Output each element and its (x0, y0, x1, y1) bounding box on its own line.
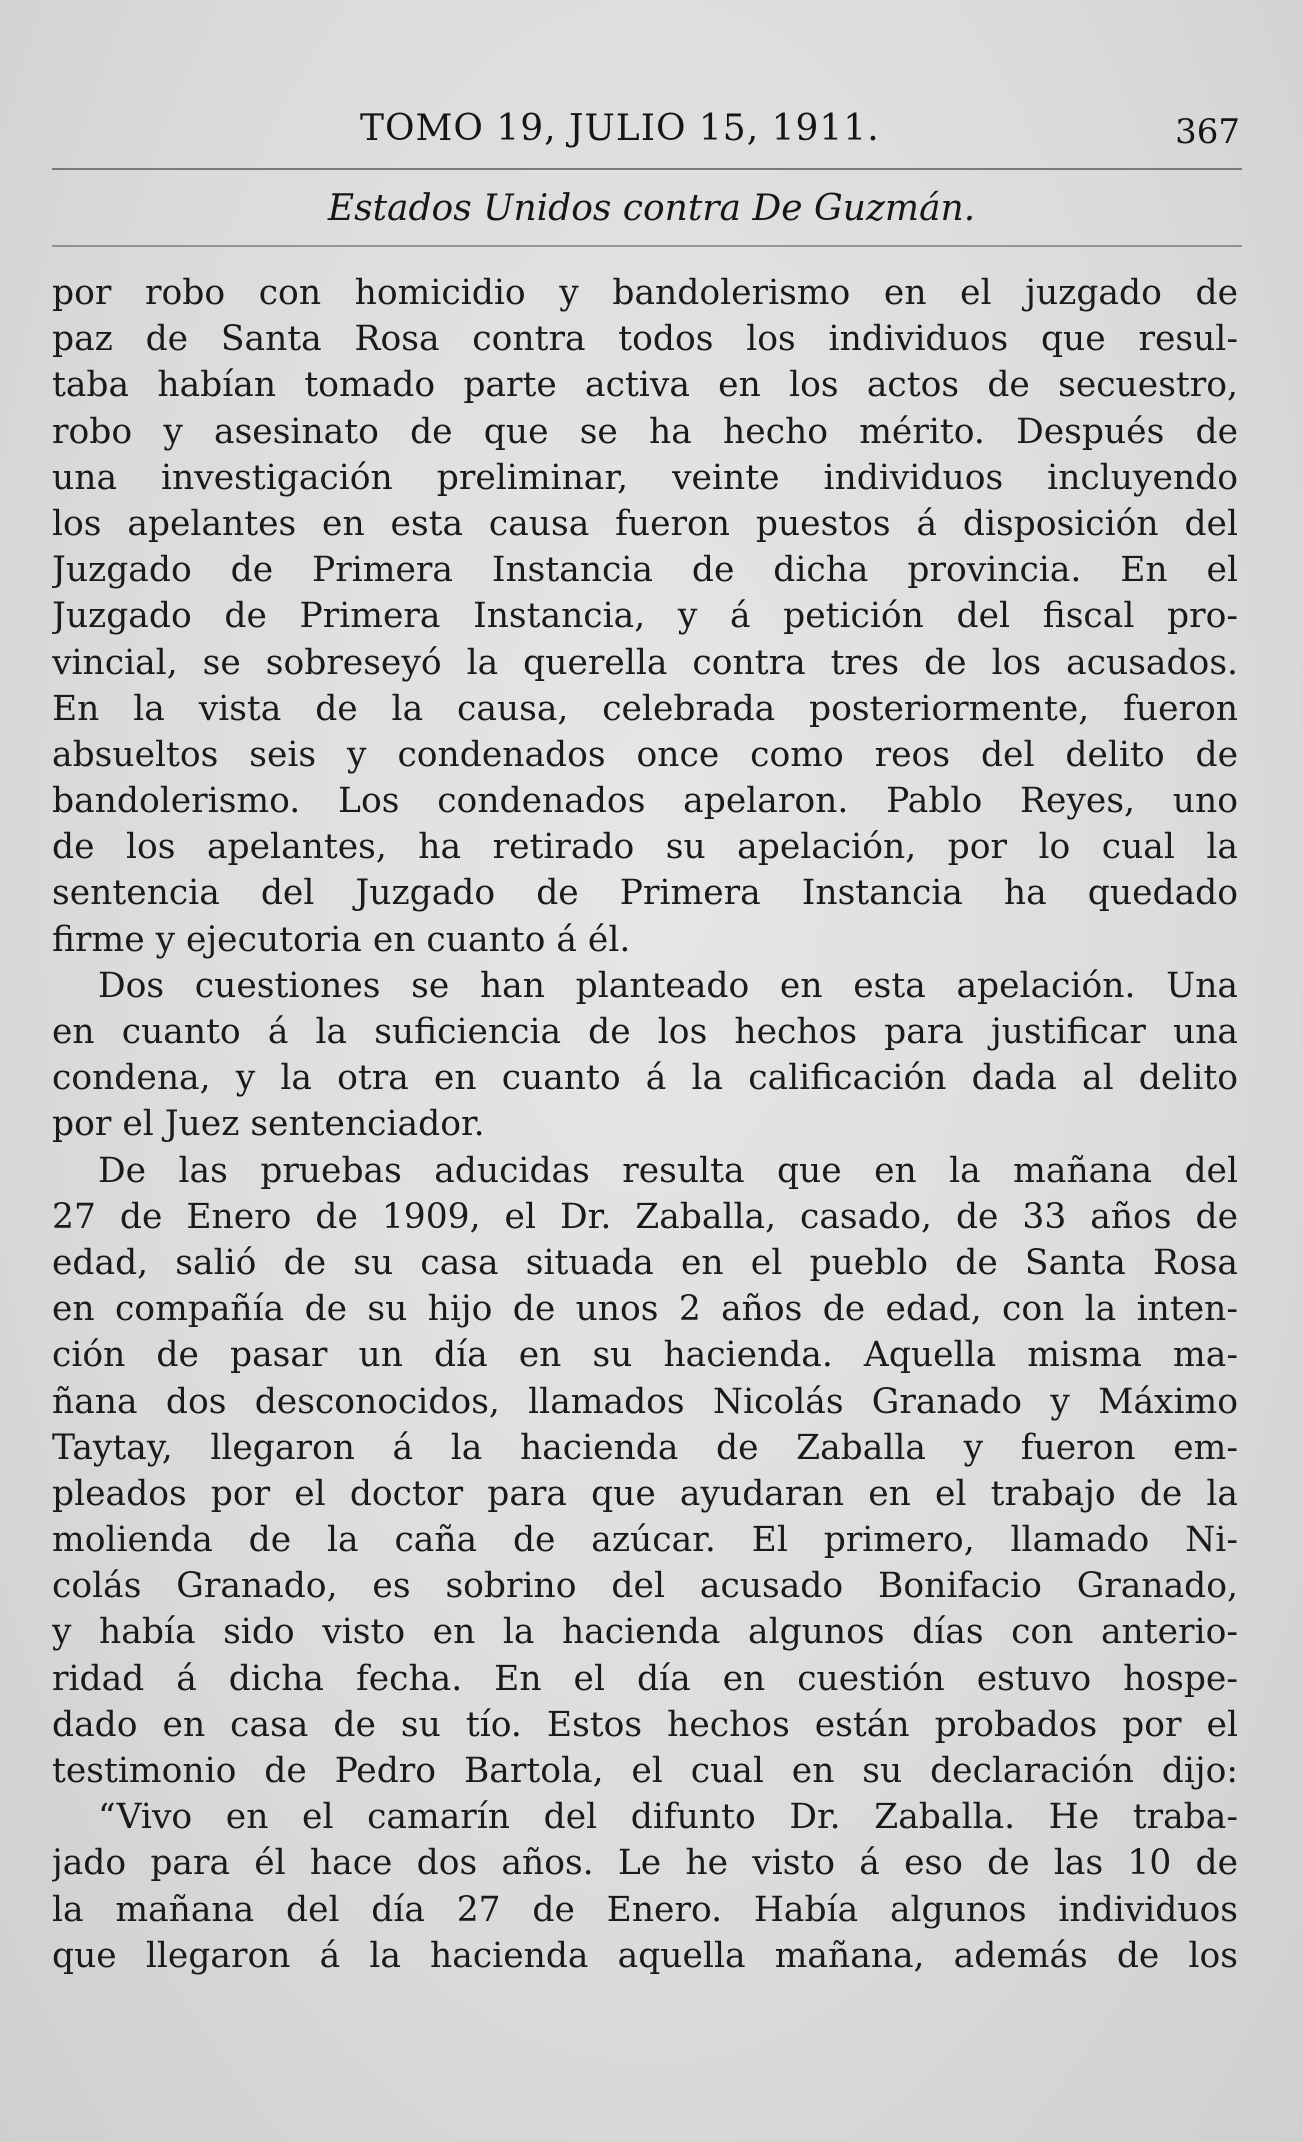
text-line: Juzgado de Primera Instancia de dicha provincia. En el (52, 550, 1238, 591)
text-line: en compañía de su hijo de unos 2 años de edad, con la inten- (52, 1289, 1238, 1330)
text-line: por robo con homicidio y bandolerismo en el juzgado de (52, 273, 1238, 313)
text-line: 27 de Enero de 1909, el Dr. Zaballa, casado, de 33 años de (52, 1196, 1238, 1237)
title-rule (52, 245, 1242, 247)
text-line: ridad á dicha fecha. En el día en cuestión estuvo hospe- (52, 1658, 1238, 1699)
text-line: paz de Santa Rosa contra todos los individuos que resul- (52, 319, 1238, 360)
text-line: que llegaron á la hacienda aquella mañana, además de los (52, 1935, 1238, 1976)
text-line: pleados por el doctor para que ayudaran en el trabajo de la (52, 1473, 1238, 1514)
text-line: robo y asesinato de que se ha hecho mérito. Después de (52, 411, 1238, 452)
text-line: Taytay, llegaron á la hacienda de Zaballa y fueron em- (52, 1427, 1238, 1468)
text-line: ñana dos desconocidos, llamados Nicolás Granado y Máximo (52, 1381, 1238, 1422)
text-line: por el Juez sentenciador. (52, 1104, 485, 1145)
page-number: 367 (1175, 112, 1240, 152)
text-line: absueltos seis y condenados once como reos del delito de (52, 734, 1238, 775)
text-line: dado en casa de su tío. Estos hechos están probados por el (52, 1704, 1238, 1745)
text-line: taba habían tomado parte activa en los actos de secuestro, (52, 365, 1238, 406)
text-line: firme y ejecutoria en cuanto á él. (52, 919, 631, 960)
page-header (360, 108, 1240, 158)
text-line: En la vista de la causa, celebrada posteriormente, fueron (52, 688, 1238, 729)
text-line: molienda de la caña de azúcar. El primero, llamado Ni- (52, 1520, 1238, 1561)
text-line: Juzgado de Primera Instancia, y á petición del fiscal pro- (52, 596, 1238, 637)
text-line: “Vivo en el camarín del difunto Dr. Zaballa. He traba- (98, 1797, 1238, 1838)
text-line: colás Granado, es sobrino del acusado Bonifacio Granado, (52, 1566, 1238, 1607)
text-line: bandolerismo. Los condenados apelaron. Pablo Reyes, uno (52, 781, 1238, 822)
volume-date-heading: TOMO 19, JULIO 15, 1911. (360, 108, 880, 149)
text-line: ción de pasar un día en su hacienda. Aquella misma ma- (52, 1335, 1238, 1376)
text-line: de los apelantes, ha retirado su apelación, por lo cual la (52, 827, 1238, 868)
text-line: en cuanto á la suficiencia de los hechos para justificar una (52, 1012, 1238, 1052)
text-line: sentencia del Juzgado de Primera Instancia ha quedado (52, 873, 1238, 914)
text-line: vincial, se sobreseyó la querella contra tres de los acusados. (52, 642, 1238, 683)
header-rule (52, 168, 1242, 170)
running-title: Estados Unidos contra De Guzmán. (327, 188, 976, 229)
text-line: una investigación preliminar, veinte individuos incluyendo (52, 457, 1238, 498)
text-line: los apelantes en esta causa fueron puestos á disposición del (52, 503, 1238, 544)
text-line: testimonio de Pedro Bartola, el cual en su declaración dijo: (52, 1751, 1238, 1791)
text-line: condena, y la otra en cuanto á la calificación dada al delito (52, 1058, 1238, 1099)
text-line: edad, salió de su casa situada en el pueblo de Santa Rosa (52, 1242, 1238, 1283)
text-line: De las pruebas aducidas resulta que en la mañana del (98, 1150, 1238, 1191)
text-line: la mañana del día 27 de Enero. Había algunos individuos (52, 1889, 1238, 1930)
text-line: Dos cuestiones se han planteado en esta apelación. Una (98, 965, 1238, 1006)
body-text (52, 270, 1238, 1979)
text-line: y había sido visto en la hacienda algunos días con anterio- (52, 1612, 1238, 1653)
text-line: jado para él hace dos años. Le he visto á eso de las 10 de (52, 1843, 1238, 1884)
